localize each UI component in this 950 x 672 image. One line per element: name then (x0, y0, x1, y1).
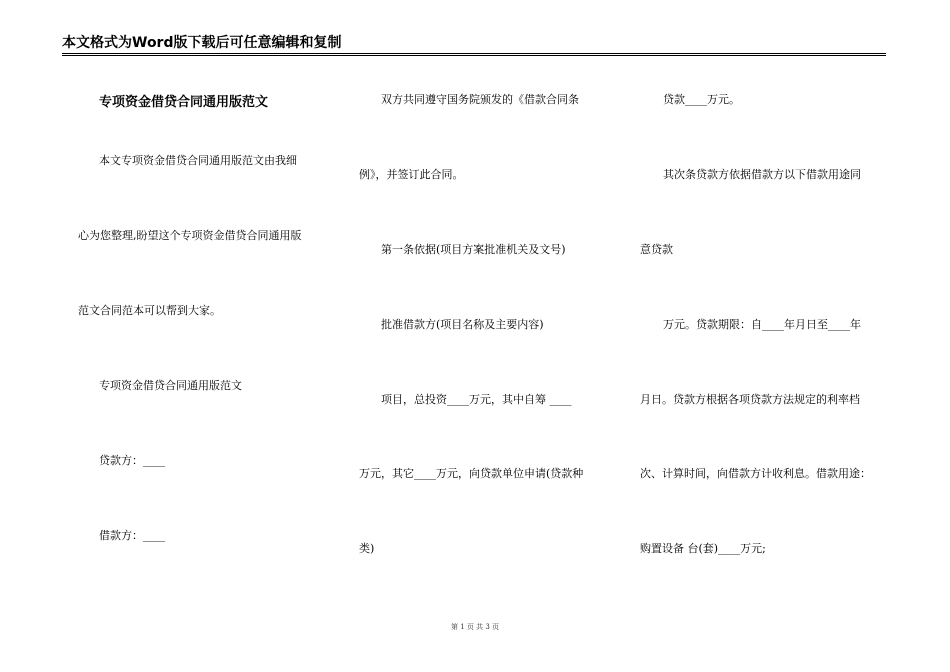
col1-line: 借款方：____ (99, 529, 165, 542)
header-divider-bottom (62, 55, 886, 56)
col1-line: 心为您整理,盼望这个专项资金借贷合同通用版 (78, 229, 302, 242)
col3-line: 贷款____万元。 (663, 93, 740, 106)
col2-line: 类) (359, 542, 375, 555)
col3-line: 其次条贷款方依据借款方以下借款用途同 (663, 168, 861, 181)
col3-line: 次、计算时间，向借款方计收利息。借款用途： (640, 467, 871, 480)
col1-line: 专项资金借贷合同通用版范文 (99, 379, 242, 392)
col3-line: 月日。贷款方根据各项贷款方法规定的利率档 (640, 393, 860, 406)
col2-line: 项目，总投资____万元，其中自筹 ____ (381, 393, 572, 406)
document-title: 专项资金借贷合同通用版范文 (99, 95, 269, 110)
page-number: 第 1 页 共 3 页 (450, 623, 500, 631)
col1-line: 本文专项资金借贷合同通用版范文由我细 (99, 154, 297, 167)
col3-line: 万元。贷款期限：自____年月日至____年 (663, 318, 861, 331)
col3-line: 购置设备 台(套)____万元; (640, 542, 766, 555)
col2-line: 第一条依据(项目方案批准机关及文号) (381, 243, 566, 256)
col2-line: 批准借款方(项目名称及主要内容) (381, 318, 544, 331)
col2-line: 双方共同遵守国务院颁发的《借款合同条 (381, 93, 579, 106)
col2-line: 例》，并签订此合同。 (359, 168, 464, 181)
col2-line: 万元，其它____万元，向贷款单位申请(贷款种 (359, 467, 584, 480)
col1-line: 贷款方：____ (99, 454, 165, 467)
header-divider-top (62, 53, 886, 54)
col3-line: 意贷款 (640, 243, 673, 256)
col1-line: 范文合同范本可以帮到大家。 (78, 304, 221, 317)
header-title: 本文格式为Word版下载后可任意编辑和复制 (62, 35, 342, 51)
